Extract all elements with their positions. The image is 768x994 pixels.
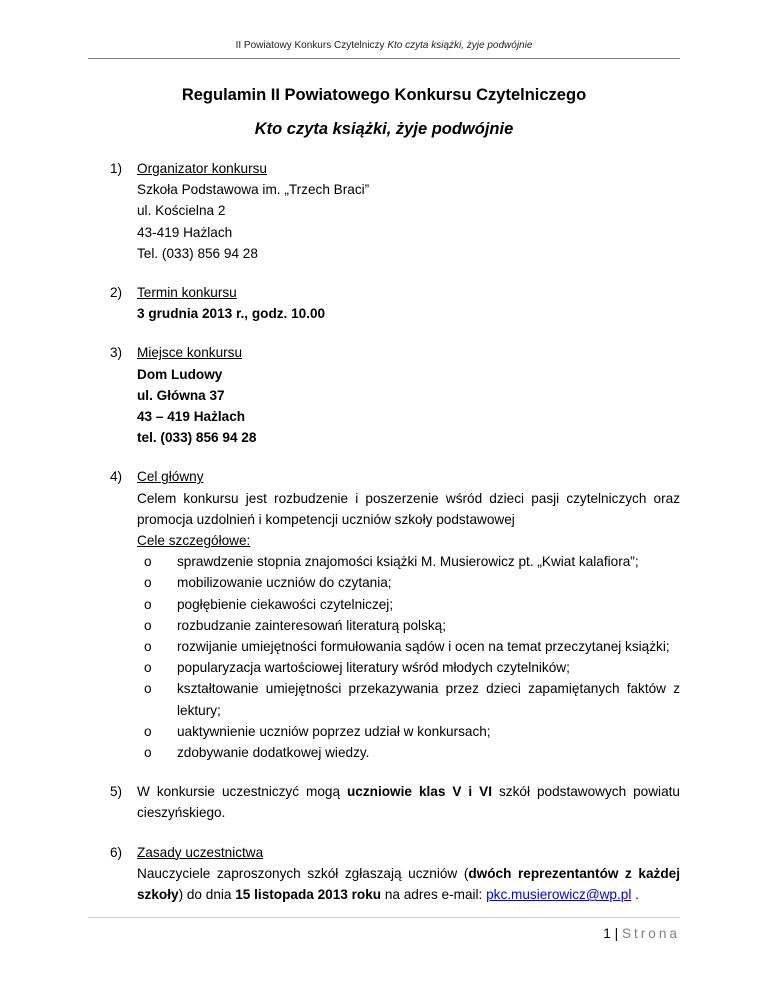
section-number: 4) xyxy=(110,469,123,485)
organizer-postal: 43-419 Hażlach xyxy=(137,224,233,240)
goal-text: uaktywnienie uczniów poprzez udział w konkursach; xyxy=(177,723,491,739)
section-place xyxy=(110,342,680,448)
contest-date: 3 grudnia 2013 r., godz. 10.00 xyxy=(137,306,326,322)
footer-separator: | xyxy=(614,926,619,941)
detailed-goals-heading: Cele szczegółowe: xyxy=(137,533,251,549)
bullet-icon: o xyxy=(144,681,152,697)
goal-text: pogłębienie ciekawości czytelniczej; xyxy=(177,596,394,612)
section-number: 6) xyxy=(110,844,123,860)
goal-text: sprawdzenie stopnia znajomości książki M. Musierowicz pt. „Kwiat kalafiora”; xyxy=(177,554,639,570)
list-item xyxy=(137,742,680,763)
organizer-phone: Tel. (033) 856 94 28 xyxy=(137,245,258,261)
header-prefix: II Powiatowy Konkurs Czytelniczy xyxy=(235,40,385,51)
section-heading: Termin konkursu xyxy=(137,285,237,301)
footer-divider xyxy=(88,917,680,918)
page-footer xyxy=(603,926,680,941)
venue-postal: 43 – 419 Hażlach xyxy=(137,409,246,425)
section-heading: Miejsce konkursu xyxy=(137,345,243,361)
document-title: Regulamin II Powiatowego Konkursu Czytelniczego xyxy=(181,86,587,104)
goal-text: popularyzacja wartościowej literatury wśród młodych czytelników; xyxy=(177,660,570,676)
list-item xyxy=(137,636,680,657)
document-body xyxy=(110,158,680,923)
bullet-icon: o xyxy=(144,596,152,612)
venue-name: Dom Ludowy xyxy=(137,366,223,382)
participants-classes: uczniowie klas V i VI xyxy=(347,784,493,800)
organizer-street: ul. Kościelna 2 xyxy=(137,203,226,219)
section-number: 2) xyxy=(110,285,123,301)
participants-text xyxy=(137,781,680,823)
main-goal-text: Celem konkursu jest rozbudzenie i poszerzenie wśród dzieci pasji czytelniczych oraz promocja uzdolnień i kompetencji uczniów szkoły podstawowej xyxy=(137,490,680,527)
header-divider xyxy=(88,58,680,59)
section-number: 3) xyxy=(110,345,123,361)
list-item xyxy=(137,594,680,615)
bullet-icon: o xyxy=(144,575,152,591)
goal-text: zdobywanie dodatkowej wiedzy. xyxy=(177,745,370,761)
bullet-icon: o xyxy=(144,639,152,655)
text-fragment: szkół podstawowych powiatu cieszyńskiego. xyxy=(137,784,680,821)
text-fragment: Nauczyciele zaproszonych szkół zgłaszają uczniów ( xyxy=(137,865,469,881)
deadline-date: 15 listopada 2013 roku xyxy=(235,887,382,903)
section-organizer xyxy=(110,158,680,264)
section-rules xyxy=(110,842,680,906)
list-item xyxy=(137,657,680,678)
rules-text xyxy=(137,863,680,905)
section-heading: Cel główny xyxy=(137,469,204,485)
bullet-icon: o xyxy=(144,617,152,633)
email-link[interactable]: pkc.musierowicz@wp.pl xyxy=(486,887,632,903)
section-goals xyxy=(110,466,680,763)
goals-list xyxy=(137,551,680,763)
page-header xyxy=(88,40,680,51)
venue-phone: tel. (033) 856 94 28 xyxy=(137,430,257,446)
section-heading: Organizator konkursu xyxy=(137,161,267,176)
section-heading: Zasady uczestnictwa xyxy=(137,844,264,860)
section-number: 1) xyxy=(110,161,123,176)
goal-text: mobilizowanie uczniów do czytania; xyxy=(177,575,392,591)
section-number: 5) xyxy=(110,784,123,800)
header-italic-title: Kto czyta książki, żyje podwójnie xyxy=(387,40,533,51)
bullet-icon: o xyxy=(144,723,152,739)
text-fragment: na adres e-mail: xyxy=(381,887,487,903)
list-item xyxy=(137,721,680,742)
document-subtitle: Kto czyta książki, żyje podwójnie xyxy=(254,120,514,138)
section-participants xyxy=(110,781,680,823)
list-item xyxy=(137,551,680,572)
text-fragment: ) do dnia xyxy=(178,887,236,903)
text-fragment: . xyxy=(631,887,639,903)
bullet-icon: o xyxy=(144,745,152,761)
representatives-count: dwóch reprezentantów z każdej szkoły xyxy=(137,865,680,903)
bullet-icon: o xyxy=(144,660,152,676)
list-item xyxy=(137,615,680,636)
goal-text: rozwijanie umiejętności formułowania sądów i ocen na temat przeczytanej książki; xyxy=(177,639,670,655)
goal-text: rozbudzanie zainteresowań literaturą polską; xyxy=(177,617,447,633)
venue-street: ul. Główna 37 xyxy=(137,387,225,403)
page-number: 1 xyxy=(603,926,611,941)
list-item xyxy=(137,678,680,720)
section-date xyxy=(110,282,680,324)
list-item xyxy=(137,572,680,593)
organizer-name: Szkoła Podstawowa im. „Trzech Braci” xyxy=(137,182,370,198)
goal-text: kształtowanie umiejętności przekazywania przez dzieci zapamiętanych faktów z lektury; xyxy=(177,681,680,718)
bullet-icon: o xyxy=(144,554,152,570)
text-fragment: W konkursie uczestniczyć mogą xyxy=(137,784,347,800)
page-label: Strona xyxy=(621,926,680,941)
